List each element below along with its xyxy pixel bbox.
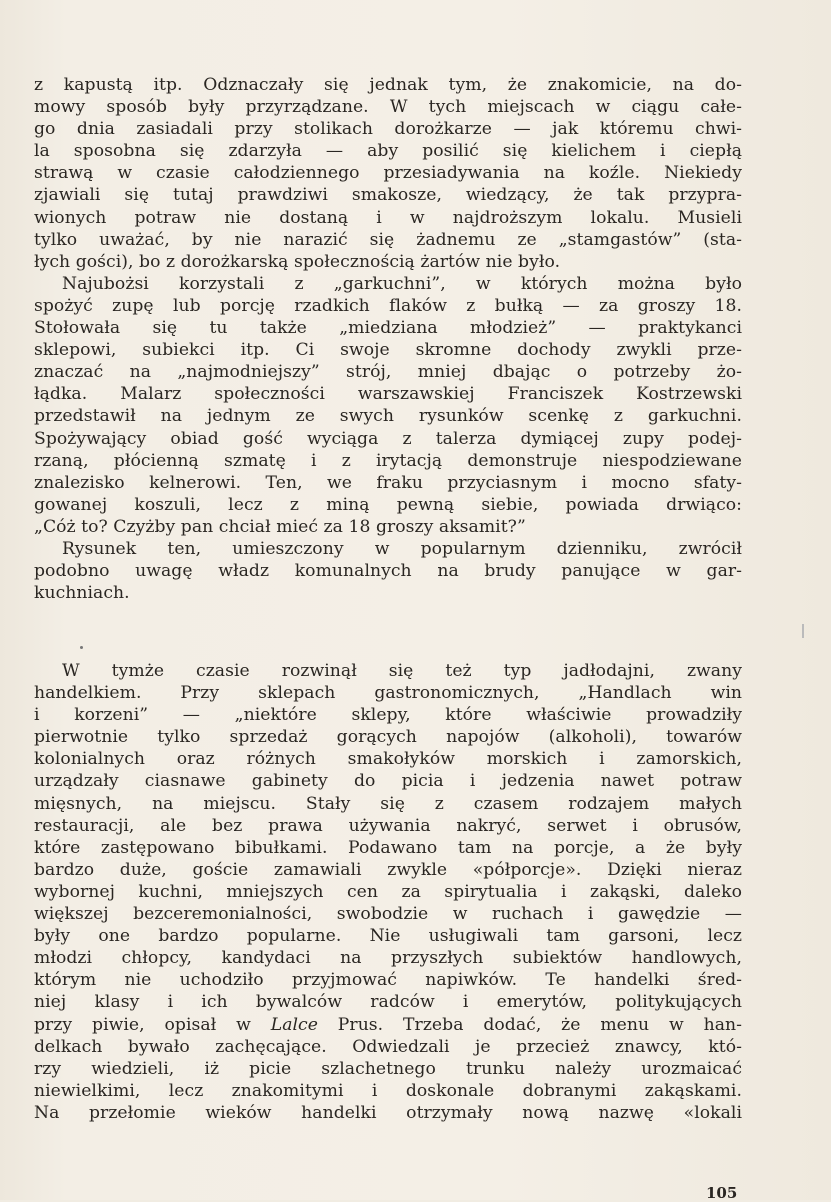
- text-line: bardzo duże, goście zamawiali zwykle «półporcje». Dzięki nieraz: [34, 859, 742, 880]
- paragraph-1: [34, 74, 742, 273]
- text-line: znalezisko kelnerowi. Ten, we fraku przyciasnym i mocno sfaty-: [34, 472, 742, 493]
- text-line: zjawiali się tutaj prawdziwi smakosze, wiedzący, że tak przypra-: [34, 185, 742, 206]
- margin-mark: [802, 624, 804, 638]
- text-line: Na przełomie wieków handelki otrzymały nową nazwę «lokali: [34, 1102, 742, 1123]
- text-line: Spożywający obiad gość wyciąga z talerza dymiącej zupy podej-: [34, 428, 742, 449]
- text-line: pierwotnie tylko sprzedaż gorących napojów (alkoholi), towarów: [34, 727, 742, 748]
- text-line: z kapustą itp. Odznaczały się jednak tym, że znakomicie, na do-: [34, 75, 742, 95]
- text-line: niewielkimi, lecz znakomitymi i doskonale dobranymi zakąskami.: [34, 1080, 742, 1101]
- text-line: niej klasy i ich bywalców radców i emerytów, politykujących: [34, 992, 742, 1013]
- text-line: przy piwie, opisał w Lalce Prus. Trzeba dodać, że menu w han-: [34, 1014, 742, 1035]
- text-line: gowanej koszuli, lecz z miną pewną siebie, powiada drwiąco:: [34, 494, 742, 515]
- text-line: strawą w czasie całodziennego przesiadywania na koźle. Niekiedy: [34, 163, 742, 184]
- text-line: przedstawił na jednym ze swych rysunków scenkę z garkuchni.: [34, 406, 742, 427]
- paragraph-4: [34, 660, 742, 1124]
- section-break-dot: [80, 646, 83, 649]
- paragraph-3: [34, 538, 742, 604]
- lower-text-section: [34, 660, 742, 1124]
- text-line: spożyć zupę lub porcję rzadkich flaków z bułką — za groszy 18.: [34, 295, 742, 316]
- text-line: młodzi chłopcy, kandydaci na przyszłych subiektów handlowych,: [34, 948, 742, 969]
- text-line: kuchniach.: [34, 583, 130, 604]
- text-line: podobno uwagę władz komunalnych na brudy panujące w gar-: [34, 561, 742, 582]
- text-line: urządzały ciasnawe gabinety do picia i jedzenia nawet potraw: [34, 771, 742, 792]
- text-line: mowy sposób były przyrządzane. W tych miejscach w ciągu całe-: [34, 97, 742, 118]
- text-line: Stołowała się tu także „miedziana młodzież” — praktykanci: [34, 318, 742, 339]
- text-line: go dnia zasiadali przy stolikach dorożkarze — jak któremu chwi-: [34, 119, 742, 140]
- text-line: Rysunek ten, umieszczony w popularnym dzienniku, zwrócił: [62, 538, 742, 559]
- text-line: mięsnych, na miejscu. Stały się z czasem rodzajem małych: [34, 793, 742, 814]
- text-line: delkach bywało zachęcające. Odwiedzali je przecież znawcy, któ-: [34, 1036, 742, 1057]
- text-line: były one bardzo popularne. Nie usługiwali tam garsoni, lecz: [34, 926, 742, 947]
- text-line: „Cóż to? Czyżby pan chciał mieć za 18 groszy aksamit?”: [34, 516, 526, 537]
- text-line: Najubożsi korzystali z „garkuchni”, w których można było: [62, 273, 742, 294]
- text-line: wybornej kuchni, mniejszych cen za spirytualia i zakąski, daleko: [34, 881, 742, 902]
- text-line: większej bezceremonialności, swobodzie w ruchach i gawędzie —: [34, 904, 742, 925]
- text-line: które zastępowano bibułkami. Podawano tam na porcje, a że były: [34, 837, 742, 858]
- text-line: handelkiem. Przy sklepach gastronomicznych, „Handlach win: [34, 683, 742, 704]
- text-line: łądka. Malarz społeczności warszawskiej Franciszek Kostrzewski: [34, 384, 742, 405]
- text-line: sklepowi, subiekci itp. Ci swoje skromne dochody zwykli prze-: [34, 340, 742, 361]
- text-line: rzaną, płócienną szmatę i z irytacją demonstruje niespodziewane: [34, 450, 742, 471]
- text-line: rzy wiedzieli, iż picie szlachetnego trunku należy urozmaicać: [34, 1058, 742, 1079]
- text-line: i korzeni” — „niektóre sklepy, które właściwie prowadziły: [34, 705, 742, 726]
- text-line: tylko uważać, by nie narazić się żadnemu ze „stamgastów” (sta-: [34, 229, 742, 250]
- text-line: łych gości), bo z dorożkarską społecznością żartów nie było.: [34, 251, 561, 272]
- text-line: restauracji, ale bez prawa używania nakryć, serwet i obrusów,: [34, 815, 742, 836]
- text-line: la sposobna się zdarzyła — aby posilić się kielichem i ciepłą: [34, 141, 742, 162]
- text-line: wionych potraw nie dostaną i w najdroższym lokalu. Musieli: [34, 207, 742, 228]
- text-line: którym nie uchodziło przyjmować napiwków. Te handelki śred-: [34, 970, 742, 991]
- text-line: znaczać na „najmodniejszy” strój, mniej dbając o potrzeby żo-: [34, 362, 742, 383]
- paragraph-2: [34, 273, 742, 538]
- text-line: W tymże czasie rozwinął się też typ jadłodajni, zwany: [62, 661, 742, 681]
- page-number: 105: [706, 1184, 738, 1202]
- text-line: kolonialnych oraz różnych smakołyków morskich i zamorskich,: [34, 749, 742, 770]
- upper-text-section: [34, 74, 742, 604]
